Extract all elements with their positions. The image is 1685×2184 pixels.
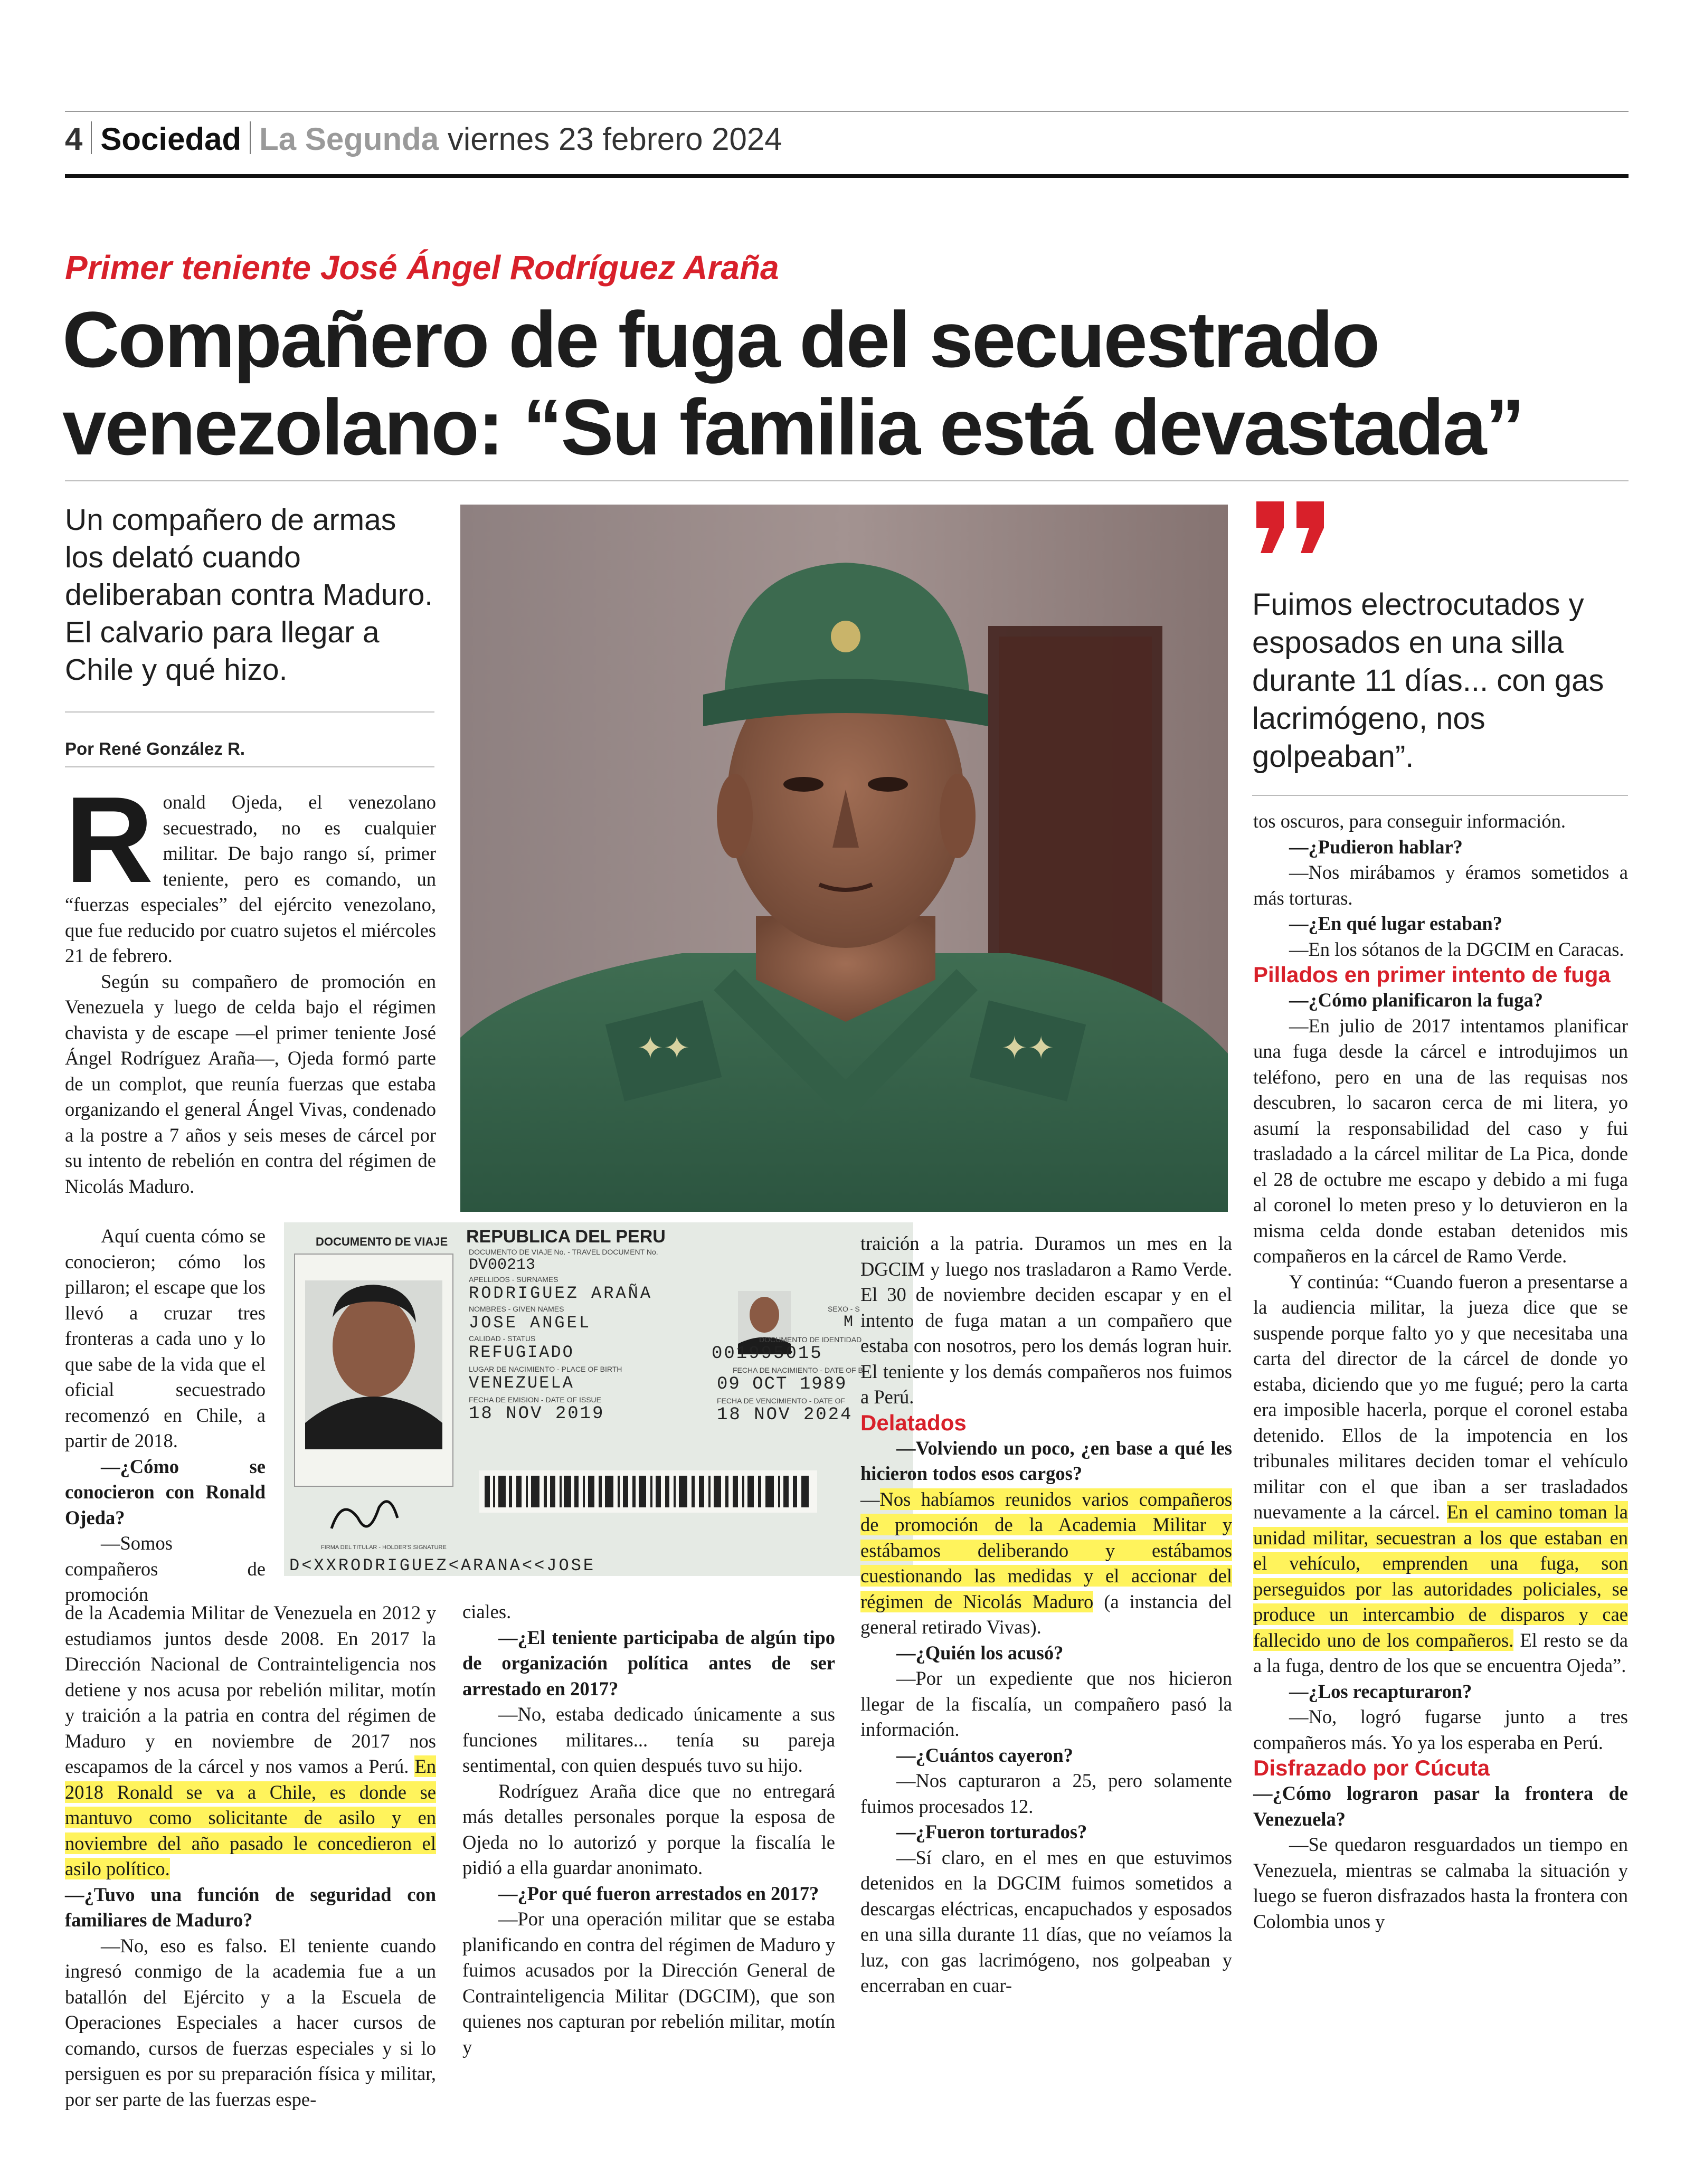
col4-question-4: —¿Los recapturaron? bbox=[1289, 1680, 1472, 1702]
passport-mrz: D<XXRODRIGUEZ<ARANA<<JOSE bbox=[289, 1556, 596, 1575]
passport-names-label: NOMBRES - GIVEN NAMES bbox=[469, 1305, 564, 1313]
col4-paragraph-7: —Se quedaron resguardados un tiempo en Venezuela, mientras se calmaba la situación y luego se fueron disfrazados hasta la frontera con Colombia unos y bbox=[1253, 1834, 1628, 1932]
passport-birthplace: VENEZUELA bbox=[469, 1373, 574, 1393]
passport-names: JOSE ANGEL bbox=[469, 1313, 592, 1333]
drop-cap: R bbox=[65, 772, 154, 908]
passport-doc-label: DOCUMENTO DE VIAJE bbox=[316, 1235, 448, 1248]
col2-question-1: —¿El teniente participaba de algún tipo de organización política antes de ser arrestado en 2017? bbox=[462, 1626, 835, 1699]
col4-paragraph-5-end: El resto se da a la fuga, dentro de los que se encuentra Ojeda”. bbox=[1253, 1629, 1628, 1676]
column-1-upper bbox=[65, 772, 436, 1199]
issue-date: viernes 23 febrero 2024 bbox=[447, 121, 782, 157]
col1-paragraph-3: Aquí cuenta cómo se conocieron; cómo los pillaron; el escape que los llevó a cruzar tres fronteras a cada uno y lo que sabe de la vida que el oficial secuestrado recomenzó en Chile, a partir de 2018. bbox=[65, 1225, 266, 1451]
passport-dob-label: FECHA DE NACIMIENTO - DATE OF B bbox=[733, 1366, 863, 1374]
header-rule bbox=[65, 174, 1629, 178]
col4-paragraph-4: —En julio de 2017 intentamos planificar una fuga desde la cárcel e introdujimos un teléfono, pero en una de las requisas nos descubren, lo sacaron cerca de mi litera, yo asumí la responsabilidad del caso y fui trasladado a la cárcel militar de La Pica, donde el 28 de octubre me escapo y debido a mi fuga al coronel lo meten preso y lo detuvieron en la misma celda donde estaban detenidos mis compañeros en la cárcel de Ramo Verde. bbox=[1253, 1014, 1628, 1267]
col4-paragraph-3: —En los sótanos de la DGCIM en Caracas. bbox=[1289, 938, 1624, 960]
col2-paragraph-2: —No, estaba dedicado únicamente a sus funciones militares... tenía su pareja sentimental, con quien después tuvo su hijo. bbox=[462, 1703, 835, 1776]
passport-id-label: DOCUMENTO DE IDENTIDAD bbox=[759, 1335, 862, 1344]
column-4-top-rule bbox=[1252, 795, 1628, 796]
pull-quote: Fuimos electrocutados y esposados en una silla durante 11 días... con gas lacrimógeno, nos golpeaban”. bbox=[1252, 587, 1604, 774]
col4-subhead-disfrazado: Disfrazado por Cúcuta bbox=[1253, 1755, 1490, 1780]
top-hairline bbox=[65, 111, 1629, 112]
col4-question-1: —¿Pudieron hablar? bbox=[1289, 835, 1463, 858]
quote-mark-icon bbox=[1251, 491, 1304, 565]
passport-surnames: RODRIGUEZ ARAÑA bbox=[469, 1284, 653, 1303]
column-3 bbox=[860, 1231, 1232, 1999]
kicker: Primer teniente José Ángel Rodríguez Araña bbox=[65, 249, 779, 287]
col3-highlight: Nos habíamos reunidos varios compañeros de promoción de la Academia Militar y estábamos deliberando y estábamos cuestionando las medidas y el accionar del régimen de Nicolás Maduro bbox=[860, 1488, 1232, 1612]
passport-surnames-label: APELLIDOS - SURNAMES bbox=[469, 1275, 558, 1284]
col4-subhead-pillados: Pillados en primer intento de fuga bbox=[1253, 962, 1611, 987]
col4-question-3: —¿Cómo planificaron la fuga? bbox=[1289, 989, 1543, 1011]
col1-highlight: En 2018 Ronald se va a Chile, es donde se mantuvo como solicitante de asilo y en noviembre del año pasado le concedieron el asilo político. bbox=[65, 1755, 436, 1879]
column-1-lower bbox=[65, 1600, 436, 2112]
passport-docno: DV00213 bbox=[469, 1256, 536, 1274]
svg-text:✦✦: ✦✦ bbox=[1001, 1030, 1055, 1067]
passport-photo bbox=[284, 1222, 913, 1576]
column-1-narrow bbox=[65, 1223, 266, 1608]
passport-dob: 09 OCT 1989 bbox=[717, 1374, 847, 1394]
byline: Por René González R. bbox=[65, 739, 245, 758]
col3-question-3: —¿Cuántos cayeron? bbox=[896, 1744, 1073, 1766]
col4-highlight: En el camino toman la unidad militar, secuestran a los que estaban en el vehículo, emprenden una fuga, son perseguidos por las autoridades policiales, se produce un intercambio de disparos y cae fallecido uno de los compañeros. bbox=[1253, 1501, 1628, 1651]
byline-rule bbox=[65, 766, 434, 767]
passport-sex: M bbox=[844, 1313, 854, 1331]
col2-question-2: —¿Por qué fueron arrestados en 2017? bbox=[498, 1882, 819, 1904]
passport-signature-label: FIRMA DEL TITULAR - HOLDER'S SIGNATURE bbox=[321, 1544, 447, 1551]
col4-paragraph-1: tos oscuros, para conseguir información. bbox=[1253, 810, 1566, 832]
col1-question-2: —¿Tuvo una función de seguridad con familiares de Maduro? bbox=[65, 1883, 436, 1931]
col4-paragraph-2: —Nos mirábamos y éramos sometidos a más torturas. bbox=[1253, 861, 1628, 909]
passport-expiry-label: FECHA DE VENCIMIENTO - DATE OF bbox=[717, 1397, 845, 1405]
col3-paragraph-2-rest: (a instancia del general retirado Vivas). bbox=[860, 1590, 1232, 1638]
col1-paragraph-5: —No, eso es falso. El teniente cuando ingresó conmigo de la academia fue a un batallón del Ejército y a la Escuela de Operaciones Especiales a hacer cursos de comando, cursos de fuerzas especiales y si lo persiguen es por su preparación física y militar, por ser parte de las fuerzas espe- bbox=[65, 1934, 436, 2110]
col3-question-2: —¿Quién los acusó? bbox=[896, 1641, 1064, 1664]
col3-question-4: —¿Fueron torturados? bbox=[896, 1821, 1087, 1843]
passport-status-label: CALIDAD - STATUS bbox=[469, 1334, 536, 1343]
col3-question-1: —Volviendo un poco, ¿en base a qué les hicieron todos esos cargos? bbox=[860, 1437, 1232, 1484]
col1-paragraph-1: onald Ojeda, el venezolano secuestrado, no es cualquier militar. De bajo rango sí, primer teniente, pero es comando, un “fuerzas especiales” del ejército venezolano, que fue reducido por cuatro sujetos el miércoles 21 de febrero. bbox=[65, 791, 436, 966]
deck: Un compañero de armas los delató cuando deliberaban contra Maduro. El calvario para llegar a Chile y qué hizo. bbox=[65, 503, 433, 687]
passport-issue-date: 18 NOV 2019 bbox=[469, 1404, 605, 1424]
publication-name: La Segunda bbox=[259, 121, 439, 157]
col4-paragraph-5-start: Y continúa: “Cuando fueron a presentarse a la audiencia militar, la jueza dice que se suspende porque falto yo y que necesitaba una carta del director de la cárcel de donde yo estaba, diciendo que yo me fugué; pero la carta era imposible hacerla, porque el coronel estaba detenido. Ellos de la impotencia en los tribunales militares deciden tomar el vehículo militar con el que iban a ser trasladados nuevamente a la cárcel. bbox=[1253, 1270, 1628, 1523]
svg-text:✦✦: ✦✦ bbox=[637, 1030, 690, 1067]
passport-docno-label: DOCUMENTO DE VIAJE No. - TRAVEL DOCUMENT No. bbox=[469, 1248, 658, 1256]
column-4 bbox=[1253, 809, 1628, 1934]
col3-dash: — bbox=[860, 1488, 880, 1510]
passport-issue-label: FECHA DE EMISION - DATE OF ISSUE bbox=[469, 1395, 601, 1404]
page-number: 4 bbox=[65, 121, 83, 157]
col3-subhead-delatados: Delatados bbox=[860, 1410, 967, 1435]
passport-id-number: 001995015 bbox=[712, 1344, 823, 1364]
col3-paragraph-4: —Nos capturaron a 25, pero solamente fuimos procesados 12. bbox=[860, 1770, 1232, 1817]
passport-sex-label: SEXO - S bbox=[828, 1305, 860, 1313]
column-2 bbox=[462, 1599, 835, 2060]
headline-rule bbox=[65, 480, 1629, 481]
headline: Compañero de fuga del secuestrado venezolano: “Su familia está devastada” bbox=[62, 295, 1523, 471]
main-photo bbox=[460, 505, 1228, 1212]
passport-expiry-date: 18 NOV 2024 bbox=[717, 1405, 853, 1425]
col1-paragraph-4-start: —Somos compañeros de promoción bbox=[65, 1532, 266, 1605]
section-name: Sociedad bbox=[100, 121, 242, 157]
col1-question-1: —¿Cómo se conocieron con Ronald Ojeda? bbox=[65, 1455, 266, 1528]
passport-status: REFUGIADO bbox=[469, 1343, 574, 1362]
col2-paragraph-1: ciales. bbox=[462, 1601, 512, 1622]
col1-paragraph-2: Según su compañero de promoción en Venezuela y luego de celda bajo el régimen chavista y de escape —el primer teniente José Ángel Rodríguez Araña—, Ojeda formó parte de un complot, que reunía fuerzas que estaba organizando el general Ángel Vivas, condenado a la postre a 7 años y seis meses de cárcel por su intento de rebelión en contra del régimen de Nicolás Maduro. bbox=[65, 970, 436, 1197]
col3-paragraph-3: —Por un expediente que nos hicieron llegar de la fiscalía, un compañero pasó la información. bbox=[860, 1667, 1232, 1740]
col3-paragraph-1: traición a la patria. Duramos un mes en la DGCIM y luego nos trasladaron a Ramo Verde. El 30 de noviembre deciden escapar y en el intento de fuga matan a un compañero que estaba con nosotros, pero los demás logran huir. El teniente y los demás compañeros nos fuimos a Perú. bbox=[860, 1232, 1232, 1408]
col1-paragraph-4-rest: de la Academia Militar de Venezuela en 2012 y estudiamos juntos desde 2008. En 2017 la Dirección Nacional de Contrainteligencia nos detiene y nos acusa por rebelión militar, motín y traición a la patria en contra del régimen de Maduro y en noviembre de 2017 nos escapamos de la cárcel y nos vamos a Perú. bbox=[65, 1602, 436, 1777]
passport-country: REPUBLICA DEL PERU bbox=[466, 1227, 666, 1247]
col2-paragraph-4: —Por una operación militar que se estaba planificando en contra del régimen de Maduro y fuimos acusados por la Dirección General de Contrainteligencia Militar (DGCIM), que son quienes nos capturan por rebelión militar, motín y bbox=[462, 1908, 835, 2058]
col4-question-2: —¿En qué lugar estaban? bbox=[1289, 913, 1502, 934]
passport-birthplace-label: LUGAR DE NACIMIENTO - PLACE OF BIRTH bbox=[469, 1365, 622, 1373]
deck-rule bbox=[65, 711, 434, 713]
col4-paragraph-6: —No, logró fugarse junto a tres compañeros más. Yo ya los esperaba en Perú. bbox=[1253, 1706, 1628, 1753]
col2-paragraph-3: Rodríguez Araña dice que no entregará más detalles personales porque la esposa de Ojeda no lo autorizó y porque la fiscalía le pidió a ella guardar anonimato. bbox=[462, 1780, 835, 1878]
page-header bbox=[65, 118, 782, 160]
col3-paragraph-5: —Sí claro, en el mes en que estuvimos detenidos en la DGCIM fuimos sometidos a descargas eléctricas, encapuchados y esposados en una silla durante 11 días, que no veíamos la luz, con gas lacrimógeno, nos golpeaban y encerraban en cuar- bbox=[860, 1846, 1232, 1996]
col4-question-5: —¿Cómo lograron pasar la frontera de Venezuela? bbox=[1253, 1782, 1628, 1830]
